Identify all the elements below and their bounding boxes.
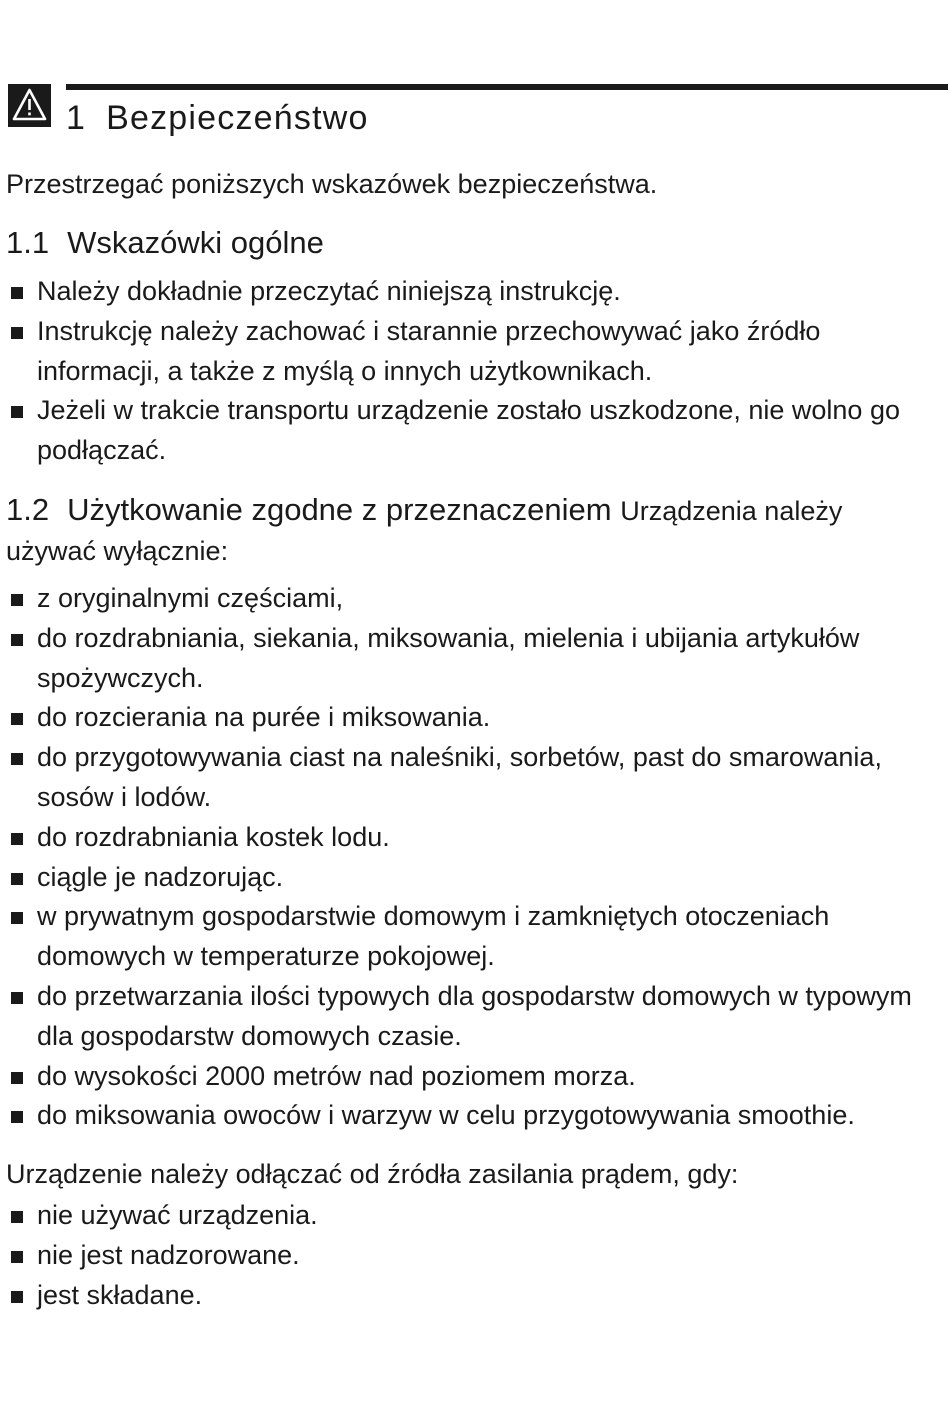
subsection-number: 1.2: [6, 492, 50, 527]
square-bullet-icon: [11, 327, 23, 339]
list-item-text: do przygotowywania ciast na naleśniki, sorbetów, past do smarowania, sosów i lodów.: [37, 742, 882, 812]
square-bullet-icon: [11, 1072, 23, 1084]
disconnect-list: [0, 1196, 945, 1315]
general-list: [0, 272, 945, 471]
list-item-text: w prywatnym gospodarstwie domowym i zamkniętych otoczeniach domowych w temperaturze pokojowej.: [37, 901, 830, 972]
list-item-text: do rozdrabniania, siekania, miksowania, mielenia i ubijania artykułów spożywczych.: [37, 622, 860, 693]
list-item: [0, 698, 945, 738]
list-item-text: do rozcierania na purée i miksowania.: [37, 702, 491, 733]
list-item: [0, 1096, 945, 1136]
list-item-text: ciągle je nadzorując.: [37, 861, 284, 892]
square-bullet-icon: [11, 1211, 23, 1223]
list-item: [0, 858, 945, 898]
square-bullet-icon: [11, 833, 23, 845]
list-item-text: nie jest nadzorowane.: [37, 1239, 300, 1270]
list-item-text: do rozdrabniania kostek lodu.: [37, 821, 390, 852]
list-item: [0, 272, 945, 312]
list-item-text: nie używać urządzenia.: [37, 1200, 318, 1230]
list-item: [0, 1236, 945, 1276]
list-item-text: z oryginalnymi częściami,: [37, 583, 344, 613]
section-title: [66, 98, 369, 138]
list-item: [0, 977, 945, 1057]
list-item: [0, 1196, 945, 1236]
square-bullet-icon: [11, 713, 23, 725]
square-bullet-icon: [11, 287, 23, 299]
subsection-title: Użytkowanie zgodne z przeznaczeniem: [67, 492, 612, 527]
list-item-text: jest składane.: [37, 1279, 203, 1310]
section-intro: Przestrzegać poniższych wskazówek bezpieczeństwa.: [6, 169, 658, 199]
square-bullet-icon: [11, 912, 23, 924]
list-item: [0, 818, 945, 858]
subsection-title: Wskazówki ogólne: [67, 225, 324, 260]
square-bullet-icon: [11, 1111, 23, 1123]
intended-use-intro-a: Urządzenia należy: [620, 496, 843, 526]
subsection-general-heading: [6, 223, 324, 263]
intended-use-intro-b: używać wyłącznie:: [6, 536, 229, 566]
subsection-intended-use-heading: [6, 490, 842, 531]
square-bullet-icon: [11, 406, 23, 418]
square-bullet-icon: [11, 992, 23, 1004]
list-item-text: do miksowania owoców i warzyw w celu przygotowywania smoothie.: [37, 1100, 855, 1131]
list-item-text: Należy dokładnie przeczytać niniejszą instrukcję.: [37, 276, 621, 306]
list-item: [0, 312, 945, 392]
list-item: [0, 619, 945, 699]
list-item-text: do przetwarzania ilości typowych dla gospodarstw domowych w typowym dla gospodarstw domowych czasie.: [37, 980, 912, 1051]
square-bullet-icon: [11, 1251, 23, 1263]
list-item-text: Instrukcję należy zachować i starannie przechowywać jako źródło informacji, a także z myślą o innych użytkownikach.: [37, 315, 821, 386]
section-number: 1: [66, 99, 87, 137]
section-header-rule: [66, 84, 948, 90]
list-item: [0, 897, 945, 977]
list-item: [0, 1276, 945, 1316]
intended-use-list: [0, 579, 945, 1136]
list-item: [0, 1057, 945, 1097]
section-header: [8, 84, 948, 144]
square-bullet-icon: [11, 873, 23, 885]
square-bullet-icon: [11, 753, 23, 765]
square-bullet-icon: [11, 1291, 23, 1303]
square-bullet-icon: [11, 594, 23, 606]
list-item: [0, 738, 945, 818]
list-item: [0, 579, 945, 619]
warning-triangle-icon: [8, 84, 51, 127]
subsection-number: 1.1: [6, 225, 50, 260]
list-item-text: Jeżeli w trakcie transportu urządzenie zostało uszkodzone, nie wolno go podłączać.: [37, 395, 900, 466]
section-title-text: Bezpieczeństwo: [106, 99, 369, 137]
list-item-text: do wysokości 2000 metrów nad poziomem morza.: [37, 1060, 636, 1091]
square-bullet-icon: [11, 634, 23, 646]
list-item: [0, 391, 945, 471]
disconnect-intro: Urządzenie należy odłączać od źródła zasilania prądem, gdy:: [6, 1159, 739, 1189]
